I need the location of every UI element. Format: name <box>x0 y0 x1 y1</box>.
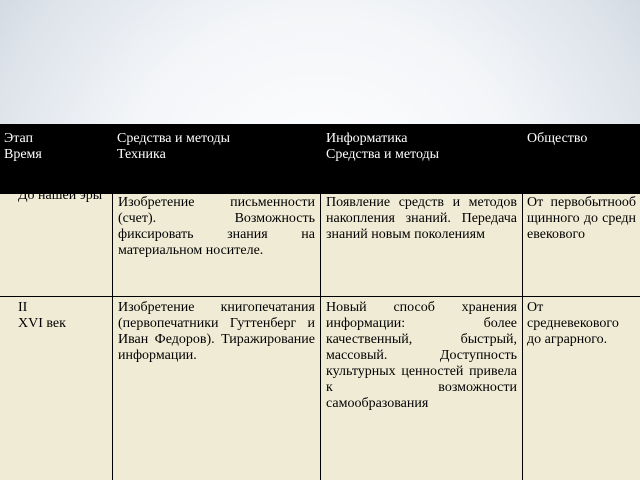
header-society-line1: Общество <box>527 131 588 146</box>
header-technique-line1: Средства и методы <box>117 131 231 146</box>
header-stage: Этап <box>4 131 34 146</box>
header-informatics <box>326 131 516 163</box>
row1-time: До нашей эры <box>18 188 103 203</box>
header-informatics-line2: Средства и методы <box>326 147 440 162</box>
header-stage-time <box>4 131 104 163</box>
row2-informatics: Новый способ хранения информации: более качественный, быстрый, массовый. Доступность культурных ценностей привела к возможности самообразования <box>326 300 517 411</box>
row2-time: XVI век <box>18 316 66 331</box>
header-society <box>527 131 637 147</box>
header-time: Время <box>4 147 42 162</box>
header-informatics-line1: Информатика <box>326 131 408 146</box>
row1-society: От первобытнообщинного до средневекового <box>527 195 636 242</box>
header-technique-line2: Техника <box>117 147 166 162</box>
header-technique <box>117 131 307 163</box>
row1-stage: I <box>18 172 23 187</box>
row2-stage-time <box>18 300 108 332</box>
stages-table <box>0 124 640 480</box>
column-divider <box>112 124 113 480</box>
row1-stage-time <box>18 172 108 204</box>
row2-society: От средневекового до аграрного. <box>527 300 619 347</box>
row2-technique: Изобретение книгопечатания (первопечатники Гуттенберг и Иван Федоров). Тиражирование информации. <box>118 300 315 363</box>
row2-stage: II <box>18 300 28 315</box>
column-divider <box>522 124 523 480</box>
column-divider <box>320 124 321 480</box>
row1-informatics: Появление средств и методов накопления знаний. Передача знаний новым поколениям <box>326 195 517 242</box>
row1-technique: Изобретение письменности (счет). Возможность фиксировать знания на материальном носителе. <box>118 195 315 258</box>
